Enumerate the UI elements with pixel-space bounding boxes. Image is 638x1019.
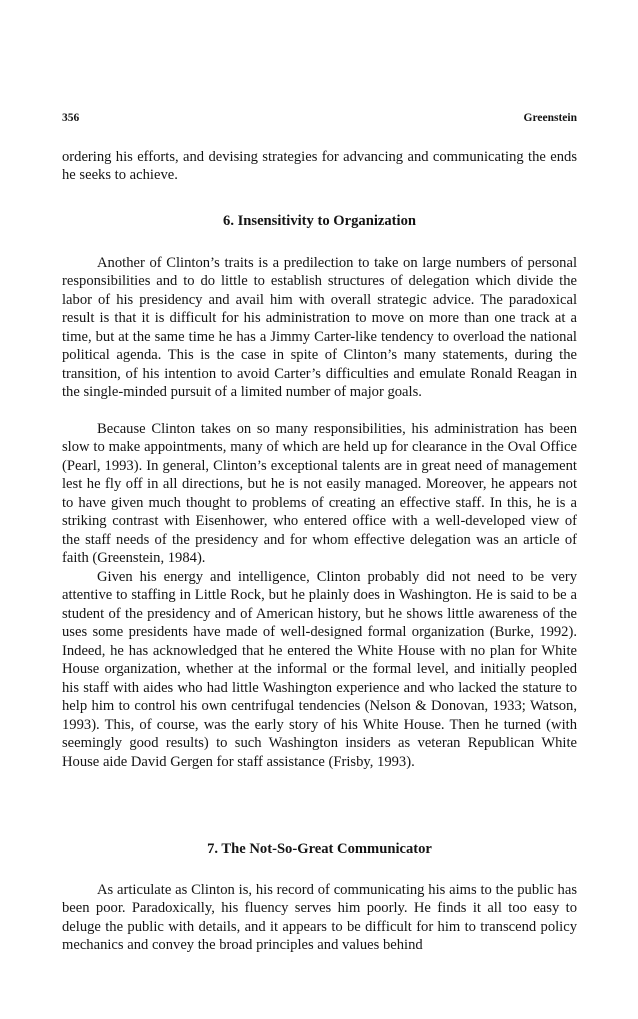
section-6-paragraph-2: Because Clinton takes on so many responsibilities, his administration has been slow to make appointments, many of which are held up for clearance in the Oval Office (Pearl, 1993). In general, Clinton’s exceptional talents are in great need of management lest he fly off in all directions, but he is not easily managed. Moreover, he appears not to have given much thought to problems of creating an effective staff. In this, he is a striking contrast with Eisenhower, who entered office with a well-developed view of the staff needs of the presidency and for whom effective delegation was an article of faith (Greenstein, 1984). — [62, 421, 577, 567]
running-head-author: Greenstein — [523, 112, 577, 124]
continuation-paragraph: ordering his efforts, and devising strategies for advancing and communicating the ends he seeks to achieve. — [62, 149, 577, 184]
page-number: 356 — [62, 112, 80, 124]
section-6-paragraph-1: Another of Clinton’s traits is a predilection to take on large numbers of personal responsibilities and to do little to establish structures of delegation which divide the labor of his presidency and avail him with overall strategic advice. The paradoxical result is that it is difficult for his administration to move on more than one track at a time, but at the same time he has a Jimmy Carter-like tendency to overload the national political agenda. This is the case in spite of Clinton’s many statements, during the transition, of his intention to avoid Carter’s difficulties and emulate Ronald Reagan in the single-minded pursuit of a limited number of major goals. — [62, 255, 577, 401]
book-page — [62, 0, 577, 1019]
section-7-paragraph-1: As articulate as Clinton is, his record of communicating his aims to the public has been poor. Paradoxically, his fluency serves him poorly. He finds it all too easy to deluge the public with details, and it appears to be difficult for him to transcend policy mechanics and convey the broad principles and values behind — [62, 882, 577, 954]
section-7-heading: 7. The Not-So-Great Communicator — [207, 841, 432, 857]
section-6-heading: 6. Insensitivity to Organization — [223, 213, 416, 229]
running-head — [62, 112, 577, 128]
section-6-paragraph-3: Given his energy and intelligence, Clinton probably did not need to be very attentive to staffing in Little Rock, but he plainly does in Washington. He is said to be a student of the presidency and of American history, but he shows little awareness of the uses some presidents have made of well-designed formal organization (Burke, 1992). Indeed, he has acknowledged that he entered the White House with no plan for White House organization, whether at the informal or the formal level, and initially peopled his staff with aides who had little Washington experience and who lacked the stature to help him to control his own centrifugal tendencies (Nelson & Donovan, 1933; Watson, 1993). This, of course, was the early story of his White House. Then he turned (with seemingly good results) to such Washington insiders as veteran Republican White House aide David Gergen for staff assistance (Frisby, 1993). — [62, 569, 577, 770]
